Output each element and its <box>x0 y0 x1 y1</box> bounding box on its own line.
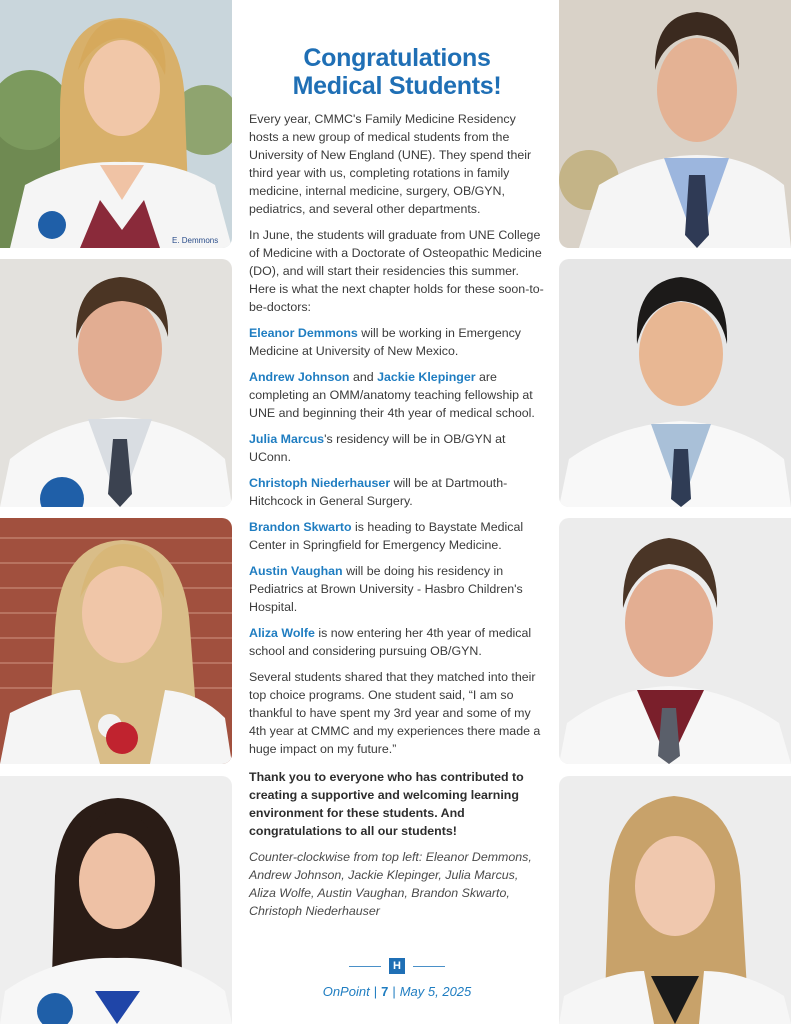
student-name: Aliza Wolfe <box>249 626 315 640</box>
title-line-1: Congratulations <box>303 44 491 72</box>
entry-austin <box>249 562 545 616</box>
hospital-logo-icon: H <box>389 958 405 974</box>
photo-austin-vaughan <box>559 776 791 1024</box>
photo-julia-marcus <box>0 518 232 764</box>
issue-date: May 5, 2025 <box>399 984 472 999</box>
entry-andrew-jackie <box>249 368 545 422</box>
page-number: 7 <box>381 984 389 999</box>
entry-text: will be working in Emergency Medicine at University of New Mexico. <box>249 326 522 358</box>
entry-text: is now entering her 4th year of medical school and considering pursuing OB/GYN. <box>249 626 532 658</box>
closing-paragraph: Thank you to everyone who has contributed to creating a supportive and welcoming learning environment for these students. And congratulations to all our students! <box>249 770 524 838</box>
photo-brandon-skwarto <box>559 518 791 764</box>
footer-divider-right <box>413 966 445 967</box>
intro-paragraph: Every year, CMMC's Family Medicine Residency hosts a new group of medical students from the University of New England (UNE). They spend their third year with us, completing rotations in family medicine, internal medicine, surgery, OB/GYN, pediatrics, and several other departments. <box>249 112 532 216</box>
student-name: Christoph Niederhauser <box>249 476 391 490</box>
badge-text: E. Demmons <box>172 236 219 245</box>
student-name: Austin Vaughan <box>249 564 343 578</box>
entry-text: 's residency will be in OB/GYN at UConn. <box>249 432 506 464</box>
student-name: Jackie Klepinger <box>377 370 476 384</box>
footer-divider-left <box>349 966 381 967</box>
entry-brandon <box>249 518 545 554</box>
footer-separator: | <box>373 984 378 999</box>
entry-text: will be doing his residency in Pediatrics at Brown University - Hasbro Children's Hospital. <box>249 564 523 614</box>
student-name: Eleanor Demmons <box>249 326 358 340</box>
entry-christoph <box>249 474 545 510</box>
entry-aliza <box>249 624 545 660</box>
footer-separator: | <box>392 984 396 999</box>
photo-caption: Counter-clockwise from top left: Eleanor Demmons, Andrew Johnson, Jackie Klepinger, Julia Marcus, Aliza Wolfe, Austin Vaughan, Brandon Skwarto, Christoph Niederhauser <box>249 850 532 918</box>
article-body <box>249 44 545 928</box>
photo-aliza-wolfe <box>0 776 232 1024</box>
publication-name: OnPoint <box>322 984 370 999</box>
student-name: Julia Marcus <box>249 432 325 446</box>
footer-mark <box>249 958 545 974</box>
photo-jackie-klepinger <box>559 259 791 507</box>
photo-eleanor-demmons <box>0 0 232 248</box>
entry-text: will be at Dartmouth-Hitchcock in General Surgery. <box>249 476 508 508</box>
entry-text: are completing an OMM/anatomy teaching fellowship at UNE and beginning their 4th year of medical school. <box>249 370 535 420</box>
entry-eleanor <box>249 324 545 360</box>
entry-julia <box>249 430 545 466</box>
footer-text <box>249 984 545 999</box>
june-paragraph: In June, the students will graduate from UNE College of Medicine with a Doctorate of Osteopathic Medicine (DO), and will start their residencies this summer. Here is what the next chapter holds for these soon-to-be-doctors: <box>249 228 544 314</box>
title-line-2: Medical Students! <box>292 72 502 100</box>
quote-paragraph: Several students shared that they matched into their top choice programs. One student said, “I am so thankful to have spent my 3rd year and some of my 4th year at CMMC and my experiences there made a huge impact on my future.” <box>249 670 541 756</box>
page-footer <box>249 958 545 999</box>
entry-text: is heading to Baystate Medical Center in Springfield for Emergency Medicine. <box>249 520 524 552</box>
photo-andrew-johnson <box>0 259 232 507</box>
photo-christoph-niederhauser <box>559 0 791 248</box>
student-name: Andrew Johnson <box>249 370 350 384</box>
student-name: Brandon Skwarto <box>249 520 352 534</box>
page-title <box>249 44 545 100</box>
entry-conjunction: and <box>349 370 378 384</box>
